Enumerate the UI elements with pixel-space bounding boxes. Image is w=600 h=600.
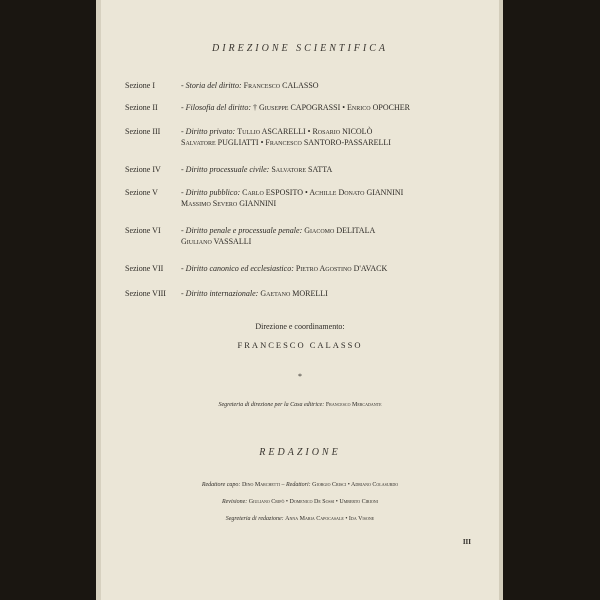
redazione-role: Segreteria di redazione: — [225, 516, 284, 522]
secretariat-name: Francesco Mercadante — [325, 402, 382, 408]
section-names: Carlo ESPOSITO • Achille Donato GIANNINI — [242, 188, 404, 197]
direzione-heading: DIREZIONE SCIENTIFICA — [211, 43, 389, 54]
redazione-role: Redattori: — [286, 482, 311, 488]
document-page — [101, 0, 499, 600]
redazione-role: Redattore capo: — [201, 482, 241, 488]
secretariat-line — [101, 402, 499, 408]
section-number: Sezione II — [125, 103, 158, 112]
section-number: Sezione VI — [125, 226, 161, 235]
section-body — [181, 80, 477, 91]
section-number: Sezione VIII — [125, 289, 166, 298]
section-names: Gaetano MORELLI — [260, 289, 328, 298]
section-body — [181, 164, 477, 175]
section-number: Sezione V — [125, 188, 158, 197]
redazione-heading: REDAZIONE — [259, 447, 341, 458]
redazione-line — [101, 482, 499, 488]
section-body — [181, 126, 477, 148]
section-topic: - Diritto privato: — [181, 127, 236, 136]
separator-star: * — [298, 372, 302, 381]
section-names: † Giuseppe CAPOGRASSI • Enrico OPOCHER — [253, 103, 410, 112]
redazione-role: Revisione: — [221, 499, 248, 505]
section-body — [181, 225, 477, 247]
redazione-names: Dino Marchetti — [241, 482, 280, 488]
section-topic: - Diritto internazionale: — [181, 289, 259, 298]
redazione-line — [101, 516, 499, 522]
section-body — [181, 263, 477, 274]
section-body — [181, 187, 477, 209]
section-names-continued: Massimo Severo GIANNINI — [181, 199, 277, 208]
section-topic: - Diritto penale e processuale penale: — [181, 226, 303, 235]
section-number: Sezione I — [125, 81, 155, 90]
section-topic: - Storia del diritto: — [181, 81, 242, 90]
section-topic: - Diritto processuale civile: — [181, 165, 270, 174]
page-number: III — [462, 538, 471, 546]
coordination-name: FRANCESCO CALASSO — [237, 340, 363, 350]
section-number: Sezione IV — [125, 165, 161, 174]
section-body — [181, 102, 477, 113]
section-names: Francesco CALASSO — [243, 81, 319, 90]
section-topic: - Diritto pubblico: — [181, 188, 241, 197]
section-topic: - Filosofia del diritto: — [181, 103, 251, 112]
section-names: Pietro Agostino D'AVACK — [295, 264, 388, 273]
section-topic: - Diritto canonico ed ecclesiastico: — [181, 264, 294, 273]
section-names-continued: Giuliano VASSALLI — [181, 237, 252, 246]
redazione-names: Giorgio Crisci • Adriano Colasurdo — [312, 482, 399, 488]
section-body — [181, 288, 477, 299]
section-names: Salvatore SATTA — [271, 165, 333, 174]
redazione-separator: – — [281, 482, 285, 488]
secretariat-label: Segreteria di direzione per la Casa editrice: — [218, 402, 325, 408]
section-number: Sezione VII — [125, 264, 164, 273]
section-number: Sezione III — [125, 127, 161, 136]
redazione-names: Giuliano Crifò • Domenico De Sossi • Umberto Cirioni — [248, 499, 379, 505]
coordination-label: Direzione e coordinamento: — [255, 322, 345, 331]
section-names: Tullio ASCARELLI • Rosario NICOLÒ — [237, 127, 373, 136]
section-names: Giacomo DELITALA — [304, 226, 376, 235]
redazione-names: Anna Maria Capocasale • Ida Visone — [285, 516, 375, 522]
page-right-edge — [499, 0, 503, 600]
redazione-line — [101, 499, 499, 505]
section-names-continued: Salvatore PUGLIATTI • Francesco SANTORO-PASSARELLI — [181, 138, 391, 147]
